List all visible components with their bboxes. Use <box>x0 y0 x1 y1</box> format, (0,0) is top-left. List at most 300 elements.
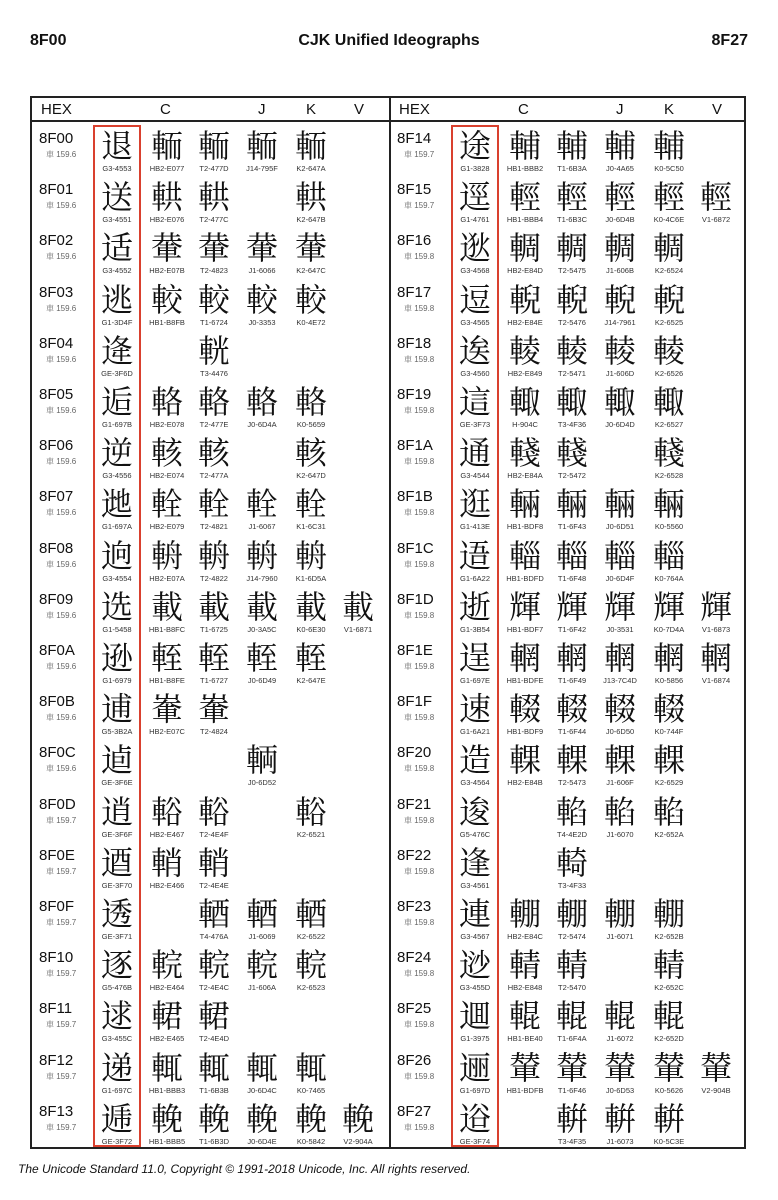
source-reference: J1-6067 <box>248 522 276 532</box>
glyph-cell-h <box>142 845 192 890</box>
ideograph-glyph: 輊 <box>245 639 278 677</box>
glyph-cell-k <box>644 538 694 583</box>
glyph-cell-t <box>189 282 239 327</box>
source-reference: K2-647A <box>296 164 326 173</box>
col-v: V <box>712 101 723 118</box>
ideograph-glyph: 輝 <box>652 587 685 626</box>
source-reference: J13-7C4D <box>603 676 637 685</box>
chart-row <box>32 689 390 740</box>
glyph-cell-g <box>450 640 500 685</box>
glyph-cell-g <box>92 896 142 941</box>
source-reference: T2-4E4C <box>198 983 229 993</box>
chart-row <box>390 843 748 894</box>
ideograph-glyph: 逧 <box>458 1099 491 1138</box>
radical-stroke <box>404 866 434 877</box>
ideograph-glyph: 逈 <box>100 536 133 575</box>
chart-row <box>32 177 390 228</box>
chart-row <box>32 331 390 382</box>
code-point: 8F02 <box>39 232 74 250</box>
code-point: 8F0B <box>39 693 75 711</box>
ideograph-glyph: 輤 <box>555 946 588 985</box>
glyph-cell-h <box>500 998 550 1043</box>
glyph-cell-k <box>286 1101 336 1146</box>
chart-row <box>390 177 748 228</box>
chart-row <box>32 1048 390 1099</box>
glyph-cell-t <box>189 1050 239 1095</box>
source-reference: HB1-BBB5 <box>148 1136 186 1146</box>
glyph-cell-h <box>142 538 192 583</box>
radical-stroke-index: 159.8 <box>414 1071 435 1081</box>
ideograph-glyph: 輟 <box>652 690 685 729</box>
radical-glyph: 車 <box>46 201 54 211</box>
glyph-cell-k <box>644 1050 694 1095</box>
chart-row <box>32 587 390 638</box>
ideograph-glyph: 輒 <box>245 1048 278 1087</box>
ideograph-glyph: 輣 <box>603 895 636 933</box>
source-reference: HB2-E076 <box>149 215 185 225</box>
source-reference: HB2-E07C <box>149 727 185 737</box>
ideograph-glyph: 輤 <box>508 946 541 985</box>
glyph-cell-j <box>595 1050 645 1095</box>
ideograph-glyph: 逍 <box>100 792 133 831</box>
code-point: 8F1B <box>397 488 433 506</box>
ideograph-glyph: 輧 <box>603 1099 636 1138</box>
ideograph-glyph: 速 <box>458 690 491 729</box>
radical-stroke <box>404 1122 434 1133</box>
glyph-cell-k <box>286 230 336 275</box>
ideograph-glyph: 輕 <box>603 178 636 217</box>
glyph-cell-t <box>547 1101 597 1146</box>
glyph-cell-v <box>691 640 741 685</box>
source-reference: HB2-E84A <box>507 471 543 481</box>
glyph-cell-h <box>142 179 192 224</box>
ideograph-glyph: 輖 <box>555 229 588 268</box>
radical-glyph: 車 <box>404 815 412 825</box>
glyph-cell-h <box>500 282 550 327</box>
ideograph-glyph: 輘 <box>652 331 685 370</box>
code-point: 8F0C <box>39 744 76 762</box>
radical-stroke <box>404 1019 434 1030</box>
ideograph-glyph: 輡 <box>652 792 685 831</box>
code-point: 8F08 <box>39 539 74 557</box>
page-title: CJK Unified Ideographs <box>298 32 480 49</box>
radical-stroke-index: 159.6 <box>56 354 77 364</box>
code-point: 8F04 <box>39 334 74 352</box>
source-reference: G3-4564 <box>460 778 490 788</box>
source-reference: G1-697E <box>459 676 491 685</box>
glyph-cell-k <box>644 742 694 787</box>
ideograph-glyph: 載 <box>294 587 327 626</box>
radical-stroke <box>404 1071 434 1082</box>
source-reference: T1-6B3B <box>199 1085 229 1095</box>
radical-stroke-index: 159.7 <box>414 201 435 211</box>
ideograph-glyph: 逢 <box>458 843 491 882</box>
source-reference: T3-4F36 <box>557 420 587 429</box>
radical-stroke <box>46 251 76 262</box>
ideograph-glyph: 輡 <box>603 792 636 831</box>
source-reference: GE-3F74 <box>459 1136 491 1146</box>
ideograph-glyph: 輌 <box>245 741 278 780</box>
source-reference: G5-476C <box>459 829 491 839</box>
ideograph-glyph: 輘 <box>508 331 541 370</box>
radical-stroke-index: 159.6 <box>56 303 77 313</box>
ideograph-glyph: 选 <box>100 587 133 626</box>
source-reference: G1-3828 <box>460 164 490 173</box>
source-reference: J14-795F <box>246 164 278 173</box>
glyph-cell-g <box>450 691 500 736</box>
glyph-cell-h <box>142 1101 192 1146</box>
source-reference: T3-4F33 <box>557 880 587 890</box>
ideograph-glyph: 輥 <box>555 997 588 1036</box>
glyph-cell-h <box>142 640 192 685</box>
glyph-cell-v <box>333 1101 383 1146</box>
glyph-cell-g <box>92 947 142 992</box>
source-reference: HB1-BBB3 <box>148 1085 186 1095</box>
source-reference: G3-455D <box>459 983 491 993</box>
radical-stroke <box>404 303 434 314</box>
col-c: C <box>160 101 171 118</box>
ideograph-glyph: 較 <box>294 280 327 319</box>
right-half <box>390 122 748 1149</box>
glyph-cell-j <box>595 384 645 429</box>
chart-row <box>32 433 390 484</box>
ideograph-glyph: 輕 <box>508 178 541 217</box>
radical-glyph: 車 <box>404 1071 412 1081</box>
source-reference: HB2-E84E <box>507 317 543 327</box>
ideograph-glyph: 輒 <box>150 1048 183 1087</box>
code-point: 8F1E <box>397 642 433 659</box>
column-header-row <box>32 98 744 122</box>
radical-stroke <box>46 405 76 416</box>
ideograph-glyph: 逞 <box>458 639 491 677</box>
radical-glyph: 車 <box>404 201 412 211</box>
source-reference: J0-3353 <box>248 317 276 327</box>
glyph-cell-t <box>189 691 239 736</box>
ideograph-glyph: 載 <box>341 587 374 626</box>
source-reference: K0-5560 <box>654 522 684 532</box>
radical-stroke <box>404 251 434 262</box>
ideograph-glyph: 輐 <box>197 946 230 985</box>
radical-glyph: 車 <box>46 406 54 415</box>
ideograph-glyph: 造 <box>458 741 491 780</box>
glyph-cell-k <box>286 282 336 327</box>
ideograph-glyph: 輖 <box>508 229 541 268</box>
ideograph-glyph: 輏 <box>294 895 327 933</box>
glyph-cell-h <box>142 794 192 839</box>
source-reference: V1-6874 <box>701 676 731 685</box>
radical-stroke <box>46 507 76 518</box>
ideograph-glyph: 輈 <box>294 536 327 575</box>
radical-glyph: 車 <box>46 354 54 364</box>
ideograph-glyph: 輂 <box>197 229 230 268</box>
glyph-cell-h <box>142 230 192 275</box>
glyph-cell-k <box>286 538 336 583</box>
source-reference: T2-5470 <box>558 983 586 993</box>
source-reference: HB1-B8FB <box>149 317 185 327</box>
glyph-cell-h <box>500 640 550 685</box>
ideograph-glyph: 逌 <box>100 741 133 780</box>
source-reference: HB2-E07A <box>149 573 185 583</box>
glyph-cell-t <box>547 1050 597 1095</box>
ideograph-glyph: 輈 <box>245 536 278 575</box>
source-reference: K1-6D5A <box>295 573 327 583</box>
chart-row <box>32 536 390 587</box>
glyph-cell-t <box>547 794 597 839</box>
glyph-cell-t <box>547 128 597 173</box>
glyph-cell-v <box>691 179 741 224</box>
glyph-cell-j <box>237 1050 287 1095</box>
glyph-cell-k <box>644 384 694 429</box>
ideograph-glyph: 輙 <box>508 383 541 421</box>
code-point: 8F20 <box>397 744 432 762</box>
glyph-cell-k <box>644 998 694 1043</box>
radical-stroke-index: 159.7 <box>56 1020 77 1030</box>
source-reference: T4-4E2D <box>556 829 587 839</box>
source-reference: K2-6528 <box>654 471 684 481</box>
ideograph-glyph: 輝 <box>603 587 636 626</box>
glyph-cell-j <box>237 640 287 685</box>
code-point: 8F1C <box>397 539 434 557</box>
radical-stroke-index: 159.6 <box>56 559 77 569</box>
radical-glyph: 車 <box>46 1071 54 1081</box>
glyph-cell-t <box>547 691 597 736</box>
ideograph-glyph: 逃 <box>100 280 133 319</box>
source-reference: J1-6073 <box>606 1136 634 1146</box>
source-reference: V2-904B <box>701 1085 731 1095</box>
glyph-cell-g <box>450 486 500 531</box>
code-point: 8F19 <box>397 386 432 403</box>
ideograph-glyph: 輣 <box>508 895 541 933</box>
source-reference: HB2-E849 <box>507 368 543 378</box>
source-reference: G1-4761 <box>460 215 490 225</box>
radical-glyph: 車 <box>46 866 54 876</box>
glyph-cell-h <box>500 589 550 634</box>
ideograph-glyph: 輋 <box>150 690 183 729</box>
col-v: V <box>354 101 365 118</box>
source-reference: GE-3F6D <box>101 368 133 378</box>
radical-stroke-index: 159.8 <box>414 303 435 313</box>
ideograph-glyph: 逑 <box>100 997 133 1036</box>
code-point: 8F27 <box>397 1102 432 1120</box>
code-point: 8F13 <box>39 1102 74 1120</box>
source-reference: GE-3F6E <box>101 778 133 788</box>
glyph-cell-g <box>450 128 500 173</box>
radical-glyph: 車 <box>404 969 412 979</box>
ideograph-glyph: 輥 <box>603 997 636 1036</box>
glyph-cell-h <box>142 589 192 634</box>
chart-row <box>390 484 748 535</box>
source-reference: HB2-E467 <box>149 829 185 839</box>
radical-stroke-index: 159.8 <box>414 252 435 262</box>
ideograph-glyph: 輊 <box>294 639 327 677</box>
radical-stroke <box>46 1122 76 1133</box>
ideograph-glyph: 輟 <box>555 690 588 729</box>
radical-stroke-index: 159.8 <box>414 918 435 927</box>
glyph-cell-j <box>237 538 287 583</box>
ideograph-glyph: 輛 <box>555 485 588 524</box>
radical-glyph: 車 <box>46 303 54 313</box>
ideograph-glyph: 逐 <box>100 946 133 985</box>
ideograph-glyph: 輥 <box>652 997 685 1036</box>
glyph-cell-g <box>92 794 142 839</box>
radical-stroke-index: 159.6 <box>56 662 77 671</box>
source-reference: J0-4A65 <box>606 164 634 173</box>
glyph-cell-j <box>237 282 287 327</box>
radical-glyph: 車 <box>404 508 412 518</box>
ideograph-glyph: 輂 <box>150 229 183 268</box>
radical-glyph: 車 <box>46 457 54 467</box>
chart-row <box>390 894 748 945</box>
source-reference: HB1-B8FC <box>148 624 186 634</box>
source-reference: G1-697B <box>101 420 133 429</box>
source-reference: K2-647B <box>296 215 326 225</box>
glyph-cell-k <box>286 128 336 173</box>
source-reference: K0-744F <box>654 727 684 737</box>
radical-stroke-index: 159.8 <box>414 406 435 415</box>
radical-glyph: 車 <box>404 662 412 671</box>
source-reference: K2-647D <box>296 471 326 481</box>
source-reference: K2-6526 <box>654 368 684 378</box>
source-reference: G1-6979 <box>102 676 132 685</box>
glyph-cell-k <box>286 896 336 941</box>
ideograph-glyph: 輚 <box>652 434 685 473</box>
source-reference: J0-6D49 <box>247 676 277 685</box>
code-point: 8F26 <box>397 1051 432 1069</box>
glyph-cell-h <box>500 486 550 531</box>
glyph-cell-t <box>189 486 239 531</box>
radical-glyph: 車 <box>404 457 412 467</box>
radical-stroke <box>404 712 434 723</box>
glyph-cell-t <box>547 435 597 480</box>
code-point: 8F1A <box>397 437 433 455</box>
ideograph-glyph: 退 <box>100 127 133 165</box>
source-reference: T2-4822 <box>200 573 228 583</box>
ideograph-glyph: 輍 <box>294 792 327 831</box>
radical-glyph: 車 <box>46 559 54 569</box>
radical-stroke <box>404 661 434 672</box>
source-reference: K2-6523 <box>296 983 326 993</box>
source-reference: HB2-E07B <box>149 266 185 276</box>
source-reference: T1-6B3A <box>557 164 587 173</box>
code-point: 8F16 <box>397 232 432 250</box>
source-reference: K0-5C3E <box>653 1136 685 1146</box>
ideograph-glyph: 輠 <box>652 741 685 780</box>
chart-row <box>32 996 390 1047</box>
source-reference: G1-3975 <box>460 1034 490 1044</box>
code-point: 8F11 <box>39 1000 73 1018</box>
glyph-cell-t <box>547 384 597 429</box>
source-reference: T1-6F43 <box>557 522 587 532</box>
glyph-cell-t <box>189 179 239 224</box>
glyph-cell-h <box>500 179 550 224</box>
radical-stroke-index: 159.6 <box>56 508 77 518</box>
radical-stroke <box>404 968 434 979</box>
ideograph-glyph: 輐 <box>245 946 278 985</box>
source-reference: HB1-BDFE <box>506 676 544 685</box>
source-reference: T1-6F48 <box>557 573 587 583</box>
radical-stroke-index: 159.6 <box>56 764 77 774</box>
source-reference: G3-4565 <box>460 317 490 327</box>
ideograph-glyph: 輗 <box>652 280 685 319</box>
radical-stroke-index: 159.8 <box>414 713 435 723</box>
ideograph-glyph: 輆 <box>294 434 327 473</box>
radical-stroke <box>404 456 434 467</box>
code-point: 8F01 <box>39 181 74 199</box>
glyph-cell-t <box>189 589 239 634</box>
source-reference: J0-6D52 <box>247 778 277 788</box>
source-reference: T1-6F46 <box>557 1085 587 1095</box>
ideograph-glyph: 輑 <box>197 997 230 1036</box>
ideograph-glyph: 輜 <box>603 536 636 575</box>
ideograph-glyph: 輔 <box>603 127 636 165</box>
ideograph-glyph: 輏 <box>197 895 230 933</box>
radical-stroke-index: 159.7 <box>56 1071 77 1081</box>
glyph-cell-g <box>450 179 500 224</box>
radical-stroke-index: 159.8 <box>414 969 435 979</box>
source-reference: GE-3F71 <box>101 932 133 941</box>
ideograph-glyph: 輕 <box>652 178 685 217</box>
ideograph-glyph: 輝 <box>555 587 588 626</box>
radical-stroke-index: 159.6 <box>56 610 77 620</box>
range-end: 8F27 <box>711 32 748 49</box>
radical-stroke-index: 159.8 <box>414 559 435 569</box>
radical-stroke-index: 159.8 <box>414 354 435 364</box>
source-reference: G3-4567 <box>460 932 490 941</box>
glyph-cell-j <box>595 896 645 941</box>
radical-stroke-index: 159.8 <box>414 610 435 620</box>
code-point: 8F0A <box>39 642 75 659</box>
chart-row <box>32 280 390 331</box>
glyph-cell-g <box>450 230 500 275</box>
radical-stroke <box>404 559 434 570</box>
ideograph-glyph: 輊 <box>197 639 230 677</box>
glyph-cell-g <box>92 742 142 787</box>
source-reference: K0-764A <box>654 573 684 583</box>
ideograph-glyph: 輛 <box>652 485 685 524</box>
glyph-cell-t <box>189 845 239 890</box>
glyph-cell-k <box>286 794 336 839</box>
source-reference: J1-6066 <box>248 266 276 276</box>
code-point: 8F0F <box>39 898 75 915</box>
radical-stroke-index: 159.8 <box>414 508 435 518</box>
ideograph-glyph: 輂 <box>294 229 327 268</box>
glyph-cell-t <box>547 589 597 634</box>
radical-stroke <box>46 1019 76 1030</box>
source-reference: J0-3A5C <box>247 624 277 634</box>
range-start: 8F00 <box>30 32 67 49</box>
ideograph-glyph: 逊 <box>100 639 133 677</box>
ideograph-glyph: 輇 <box>150 485 183 524</box>
radical-glyph: 車 <box>404 354 412 364</box>
source-reference: HB1-BDFD <box>506 573 544 583</box>
source-reference: HB2-E464 <box>149 983 185 993</box>
source-reference: HB1-BDF9 <box>506 727 544 737</box>
glyph-cell-t <box>189 128 239 173</box>
source-reference: J0-6D51 <box>605 522 635 532</box>
source-reference: G3-455C <box>101 1034 133 1044</box>
code-point: 8F23 <box>397 898 432 915</box>
ideograph-glyph: 輦 <box>652 1048 685 1087</box>
chart-row <box>390 1048 748 1099</box>
source-reference: G3-4568 <box>460 266 490 276</box>
radical-glyph: 車 <box>46 150 54 159</box>
chart-row <box>390 126 748 177</box>
source-reference: K0-7D4A <box>653 624 685 634</box>
ideograph-glyph: 輅 <box>294 383 327 421</box>
radical-stroke <box>46 866 76 877</box>
glyph-cell-t <box>189 998 239 1043</box>
radical-stroke <box>404 763 434 774</box>
